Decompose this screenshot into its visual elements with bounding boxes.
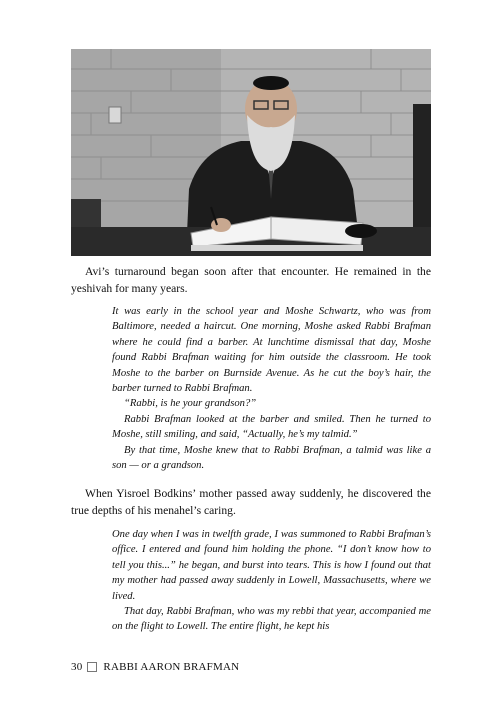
portrait-photo	[71, 49, 431, 256]
separator-box-icon	[87, 662, 97, 672]
middle-paragraph: When Yisroel Bodkins’ mother passed away suddenly, he discovered the true depths of his menahel’s caring.	[71, 487, 431, 517]
quote-paragraph: “Rabbi, is he your grandson?”	[124, 398, 257, 410]
quote-paragraph: Rabbi Brafman looked at the barber and smiled. Then he turned to Moshe, still smiling, and said, “Actually, he’s my talmid.”	[112, 413, 431, 441]
page-footer	[71, 661, 239, 673]
quote-paragraph: It was early in the school year and Moshe Schwartz, who was from Baltimore, needed a haircut. One morning, Moshe asked Rabbi Brafman where he could find a barber. At lunchtime dismissal that day, Moshe found Rabbi Brafman waiting for him outside the classroom. He took Moshe to the barber on Burnside Avenue. As he cut the boy’s hair, the barber turned to Rabbi Brafman.	[112, 306, 431, 395]
running-head: RABBI AARON BRAFMAN	[103, 661, 240, 673]
quote-paragraph: That day, Rabbi Brafman, who was my rebbi that year, accompanied me on the flight to Lowell. The entire flight, he kept his	[112, 606, 431, 633]
quote-paragraph: One day when I was in twelfth grade, I was summoned to Rabbi Brafman’s office. I entered and found him holding the phone. “I don’t know how to tell you this...” he began, and burst into tears. This is how I found out that my mother had passed away suddenly in Lowell, Massachusetts, where we lived.	[112, 529, 431, 602]
page-number: 30	[71, 661, 83, 673]
intro-paragraph: Avi’s turnaround began soon after that encounter. He remained in the yeshivah for many years.	[71, 265, 431, 295]
quote-paragraph: By that time, Moshe knew that to Rabbi Brafman, a talmid was like a son — or a grandson.	[112, 444, 431, 472]
quote-block-barber	[112, 304, 431, 473]
quote-block-lowell	[112, 527, 431, 635]
